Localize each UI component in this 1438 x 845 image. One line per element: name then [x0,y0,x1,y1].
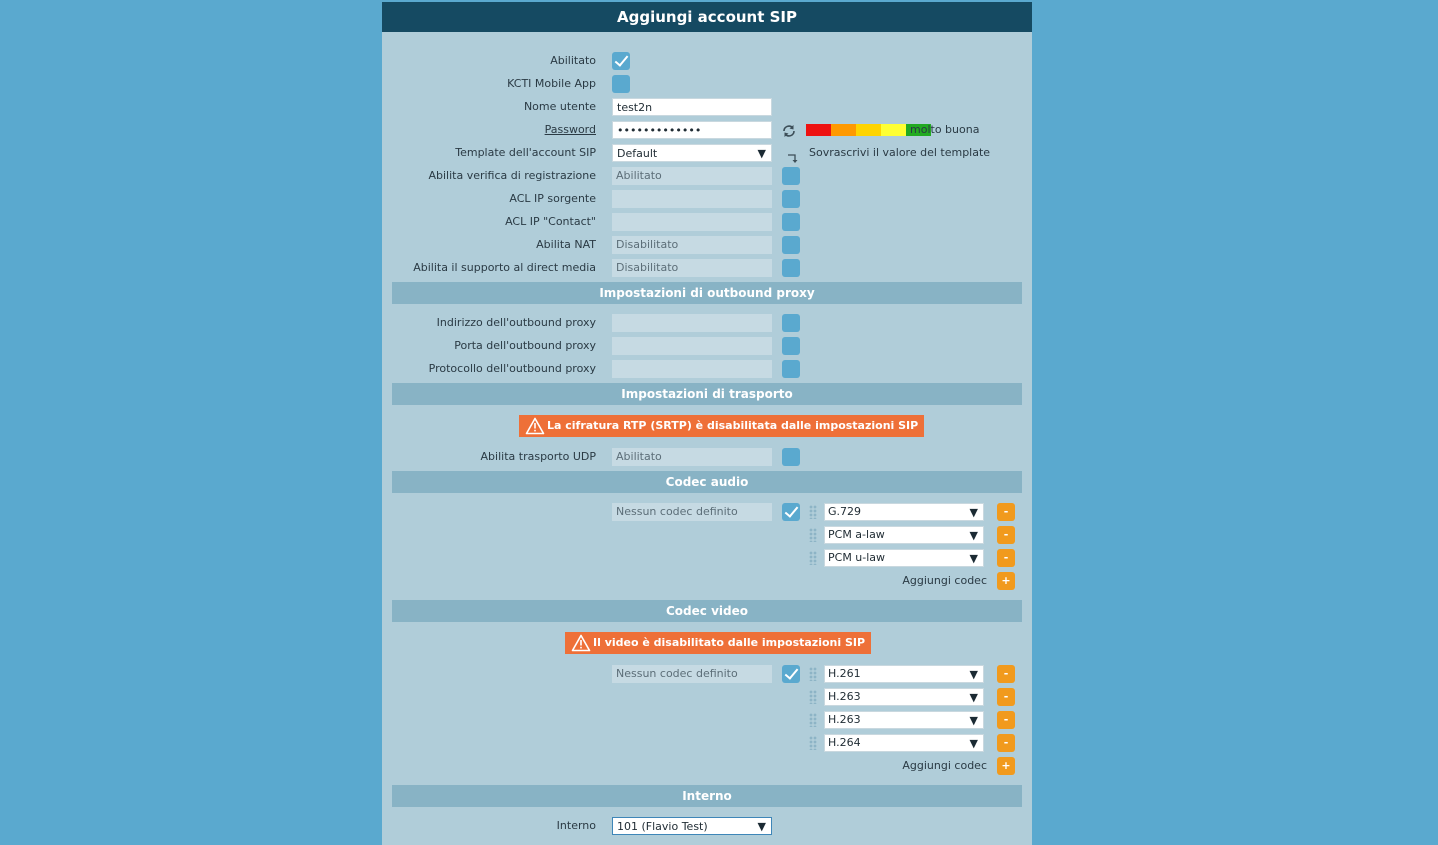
audio-codec-value: PCM u-law [828,551,886,564]
video-override-checkbox[interactable] [782,665,800,683]
video-codec-select[interactable] [824,665,984,683]
sip-account-form [382,2,1032,845]
drag-handle-icon[interactable] [809,551,817,565]
video-codec-section-header: Codec video [392,600,1022,622]
acl-sorgente-label: ACL IP sorgente [509,192,596,205]
proxy-port-input [612,337,772,355]
srtp-warning [519,415,924,437]
proxy-address-input [612,314,772,332]
interno-label: Interno [556,819,596,832]
verifica-input: Abilitato [612,167,772,185]
warning-icon [571,634,591,652]
drag-handle-icon[interactable] [809,736,817,750]
remove-codec-button[interactable]: - [997,503,1015,521]
password-input[interactable]: ••••••••••••• [612,121,772,139]
proxy-address-override-checkbox[interactable] [782,314,800,332]
direct-media-input: Disabilitato [612,259,772,277]
template-select-value: Default [617,147,658,160]
video-codec-value: H.264 [828,736,861,749]
add-audio-codec-button[interactable]: + [997,572,1015,590]
verifica-override-checkbox[interactable] [782,167,800,185]
override-arrow-icon [786,151,798,163]
direct-media-override-checkbox[interactable] [782,259,800,277]
drag-handle-icon[interactable] [809,528,817,542]
audio-override-checkbox[interactable] [782,503,800,521]
acl-contact-override-checkbox[interactable] [782,213,800,231]
audio-codec-value: G.729 [828,505,862,518]
audio-codec-section-header: Codec audio [392,471,1022,493]
remove-codec-button[interactable]: - [997,734,1015,752]
acl-sorgente-override-checkbox[interactable] [782,190,800,208]
template-select[interactable] [612,144,772,162]
interno-section-header: Interno [392,785,1022,807]
dropdown-arrow-icon: ▼ [757,820,766,833]
strength-segment [831,124,856,136]
remove-codec-button[interactable]: - [997,665,1015,683]
proxy-address-label: Indirizzo dell'outbound proxy [436,316,596,329]
page-title: Aggiungi account SIP [382,2,1032,32]
add-audio-codec-label: Aggiungi codec [902,574,987,587]
dropdown-arrow-icon: ▼ [969,714,978,727]
refresh-password-icon[interactable] [781,123,797,139]
audio-codec-select[interactable] [824,503,984,521]
acl-contact-input [612,213,772,231]
dropdown-arrow-icon: ▼ [969,737,978,750]
proxy-protocol-label: Protocollo dell'outbound proxy [428,362,596,375]
audio-codec-value: PCM a-law [828,528,885,541]
audio-no-codec-input: Nessun codec definito [612,503,772,521]
dropdown-arrow-icon: ▼ [969,506,978,519]
dropdown-arrow-icon: ▼ [969,529,978,542]
transport-section-header: Impostazioni di trasporto [392,383,1022,405]
kcti-checkbox[interactable] [612,75,630,93]
abilitato-label: Abilitato [550,54,596,67]
username-input[interactable]: test2n [612,98,772,116]
direct-media-label: Abilita il supporto al direct media [413,261,596,274]
dropdown-arrow-icon: ▼ [757,147,766,160]
override-template-text: Sovrascrivi il valore del template [809,146,991,159]
remove-codec-button[interactable]: - [997,688,1015,706]
strength-segment [881,124,906,136]
proxy-protocol-input [612,360,772,378]
dropdown-arrow-icon: ▼ [969,668,978,681]
drag-handle-icon[interactable] [809,667,817,681]
dropdown-arrow-icon: ▼ [969,552,978,565]
strength-segment [806,124,831,136]
video-warning [565,632,871,654]
password-label[interactable]: Password [544,123,596,136]
dropdown-arrow-icon: ▼ [969,691,978,704]
video-codec-select[interactable] [824,734,984,752]
udp-override-checkbox[interactable] [782,448,800,466]
srtp-warning-text: La cifratura RTP (SRTP) è disabilitata dalle impostazioni SIP [547,419,919,432]
audio-codec-select[interactable] [824,549,984,567]
video-no-codec-input: Nessun codec definito [612,665,772,683]
video-codec-select[interactable] [824,711,984,729]
video-codec-value: H.263 [828,713,861,726]
video-codec-value: H.261 [828,667,861,680]
template-label: Template dell'account SIP [455,146,596,159]
acl-sorgente-input [612,190,772,208]
video-codec-value: H.263 [828,690,861,703]
udp-label: Abilita trasporto UDP [480,450,596,463]
add-video-codec-label: Aggiungi codec [902,759,987,772]
drag-handle-icon[interactable] [809,505,817,519]
add-video-codec-button[interactable]: + [997,757,1015,775]
abilitato-checkbox[interactable] [612,52,630,70]
nat-label: Abilita NAT [536,238,596,251]
nat-input: Disabilitato [612,236,772,254]
audio-codec-select[interactable] [824,526,984,544]
strength-segment [856,124,881,136]
password-strength-text: molto buona [910,123,980,136]
video-codec-select[interactable] [824,688,984,706]
drag-handle-icon[interactable] [809,713,817,727]
video-warning-text: Il video è disabilitato dalle impostazioni SIP [593,636,866,649]
nat-override-checkbox[interactable] [782,236,800,254]
drag-handle-icon[interactable] [809,690,817,704]
proxy-section-header: Impostazioni di outbound proxy [392,282,1022,304]
username-label: Nome utente [523,100,596,113]
acl-contact-label: ACL IP "Contact" [505,215,596,228]
verifica-label: Abilita verifica di registrazione [428,169,596,182]
remove-codec-button[interactable]: - [997,549,1015,567]
proxy-port-override-checkbox[interactable] [782,337,800,355]
proxy-port-label: Porta dell'outbound proxy [454,339,596,352]
proxy-protocol-override-checkbox[interactable] [782,360,800,378]
remove-codec-button[interactable]: - [997,526,1015,544]
remove-codec-button[interactable]: - [997,711,1015,729]
kcti-label: KCTI Mobile App [507,77,596,90]
interno-select[interactable] [612,817,772,835]
udp-input: Abilitato [612,448,772,466]
warning-icon [525,417,545,435]
interno-select-value: 101 (Flavio Test) [617,820,708,833]
